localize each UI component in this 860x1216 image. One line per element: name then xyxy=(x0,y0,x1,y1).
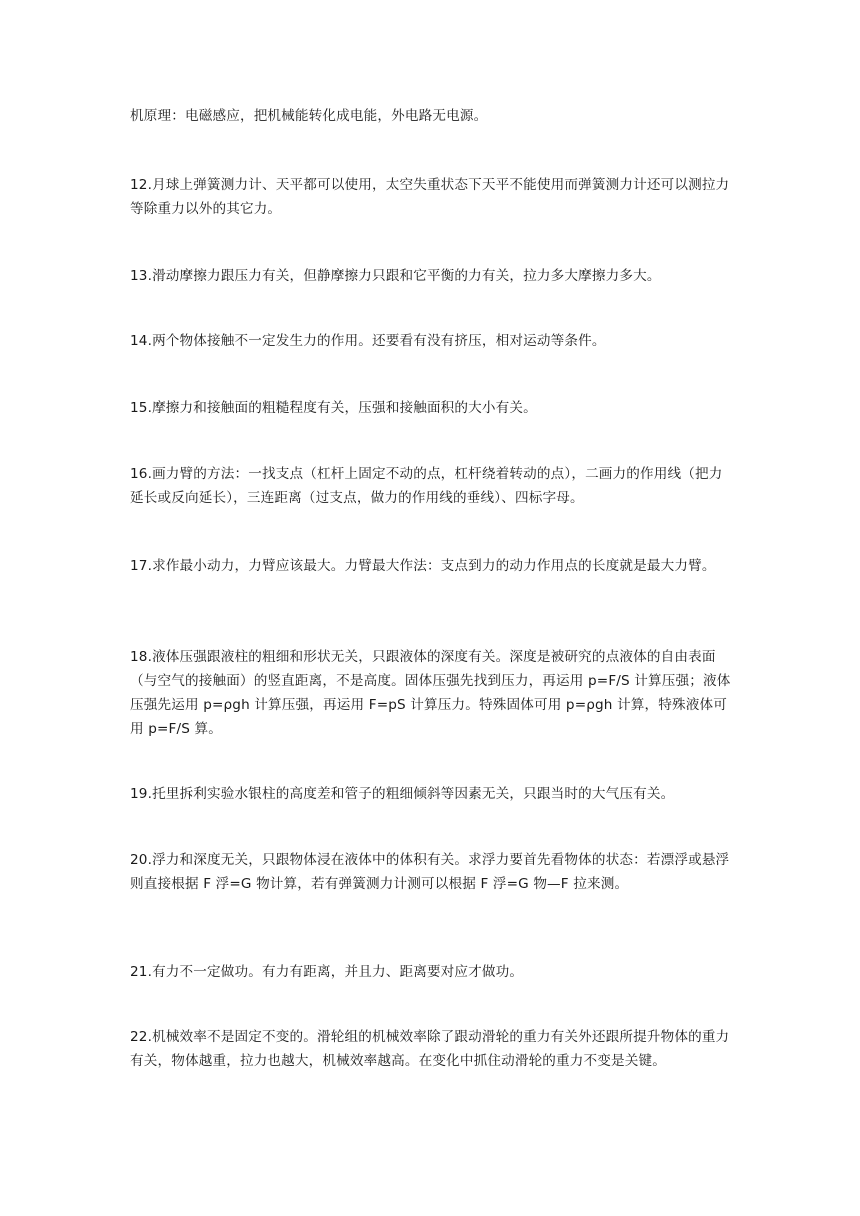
paragraph-16: 16.画力臂的方法：一找支点（杠杆上固定不动的点，杠杆绕着转动的点），二画力的作用线（把力延长或反向延长），三连距离（过支点，做力的作用线的垂线）、四标字母。 xyxy=(130,466,723,506)
paragraph-13: 13.滑动摩擦力跟压力有关，但静摩擦力只跟和它平衡的力有关，拉力多大摩擦力多大。 xyxy=(130,268,661,284)
paragraph-generator-principle: 机原理：电磁感应，把机械能转化成电能，外电路无电源。 xyxy=(130,108,488,124)
paragraph-20: 20.浮力和深度无关，只跟物体浸在液体中的体积有关。求浮力要首先看物体的状态：若漂浮或悬浮则直接根据 F 浮=G 物计算，若有弹簧测力计测可以根据 F 浮=G 物—F 拉来测。 xyxy=(130,852,730,892)
paragraph-14: 14.两个物体接触不一定发生力的作用。还要看有没有挤压，相对运动等条件。 xyxy=(130,333,606,349)
paragraph-12: 12.月球上弹簧测力计、天平都可以使用，太空失重状态下天平不能使用而弹簧测力计还可以测拉力等除重力以外的其它力。 xyxy=(130,177,730,217)
paragraph-22: 22.机械效率不是固定不变的。滑轮组的机械效率除了跟动滑轮的重力有关外还跟所提升物体的重力有关，物体越重，拉力也越大，机械效率越高。在变化中抓住动滑轮的重力不变是关键。 xyxy=(130,1029,730,1069)
paragraph-19: 19.托里拆利实验水银柱的高度差和管子的粗细倾斜等因素无关，只跟当时的大气压有关。 xyxy=(130,786,675,802)
paragraph-17: 17.求作最小动力，力臂应该最大。力臂最大作法：支点到力的动力作用点的长度就是最大力臂。 xyxy=(130,558,716,574)
paragraph-15: 15.摩擦力和接触面的粗糙程度有关，压强和接触面积的大小有关。 xyxy=(130,400,537,416)
paragraph-21: 21.有力不一定做功。有力有距离，并且力、距离要对应才做功。 xyxy=(130,964,524,980)
paragraph-18: 18.液体压强跟液柱的粗细和形状无关，只跟液体的深度有关。深度是被研究的点液体的自由表面（与空气的接触面）的竖直距离，不是高度。固体压强先找到压力，再运用 p=F/S 计算压强；液体压强先运用 p=ρgh 计算压强，再运用 F=pS 计算压力。特殊固体可用 p=ρgh 计算，特殊液体可用 p=F/S 算。 xyxy=(130,649,731,737)
